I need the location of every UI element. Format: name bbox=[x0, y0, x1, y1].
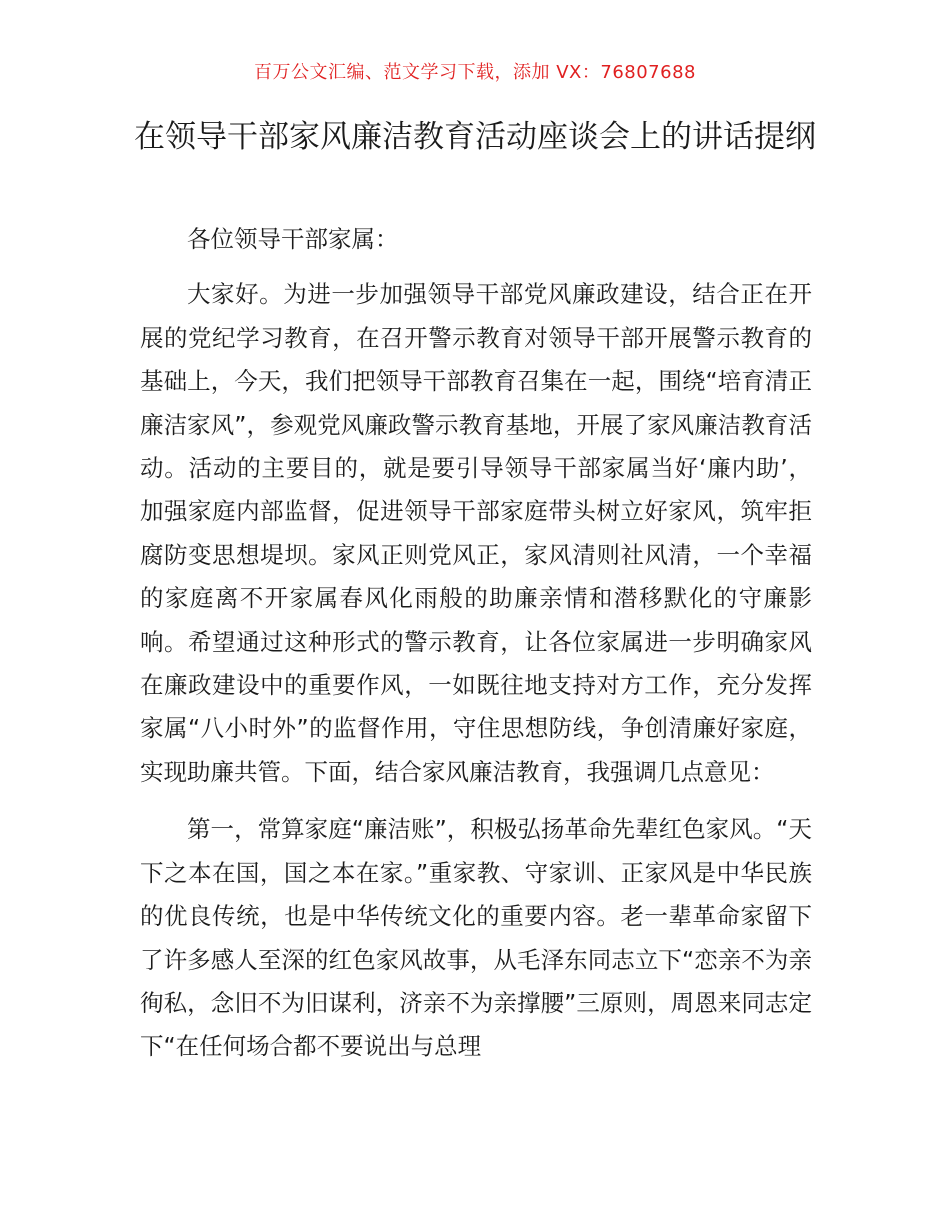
paragraph-2: 第一，常算家庭“廉洁账”，积极弘扬革命先辈红色家风。“天下之本在国，国之本在家。”重家教、守家训、正家风是中华民族的优良传统，也是中华传统文化的重要内容。老一辈革命家留下了许多感人至深的红色家风故事，从毛泽东同志立下“恋亲不为亲徇私，念旧不为旧谋利，济亲不为亲撑腰”三原则，周恩来同志定下“在任何场合都不要说出与总理 bbox=[140, 815, 812, 1061]
header-banner: 百万公文汇编、范文学习下载，添加 VX：76807688 bbox=[254, 62, 696, 83]
document-body bbox=[140, 218, 812, 1069]
paragraph-1: 大家好。为进一步加强领导干部党风廉政建设，结合正在开展的党纪学习教育，在召开警示教育对领导干部开展警示教育的基础上，今天，我们把领导干部教育召集在一起，围绕“培育清正廉洁家风”，参观党风廉政警示教育基地，开展了家风廉洁教育活动。活动的主要目的，就是要引导领导干部家属当好‘廉内助’，加强家庭内部监督，促进领导干部家庭带头树立好家风，筑牢拒腐防变思想堤坝。家风正则党风正，家风清则社风清，一个幸福的家庭离不开家属春风化雨般的助廉亲情和潜移默化的守廉影响。希望通过这种形式的警示教育，让各位家属进一步明确家风在廉政建设中的重要作风，一如既往地支持对方工作，充分发挥家属“八小时外”的监督作用，守住思想防线，争创清廉好家庭，实现助廉共管。下面，结合家风廉洁教育，我强调几点意见： bbox=[140, 280, 812, 786]
document-title: 在领导干部家风廉洁教育活动座谈会上的讲话提纲 bbox=[134, 119, 816, 155]
salutation: 各位领导干部家属： bbox=[187, 225, 399, 253]
